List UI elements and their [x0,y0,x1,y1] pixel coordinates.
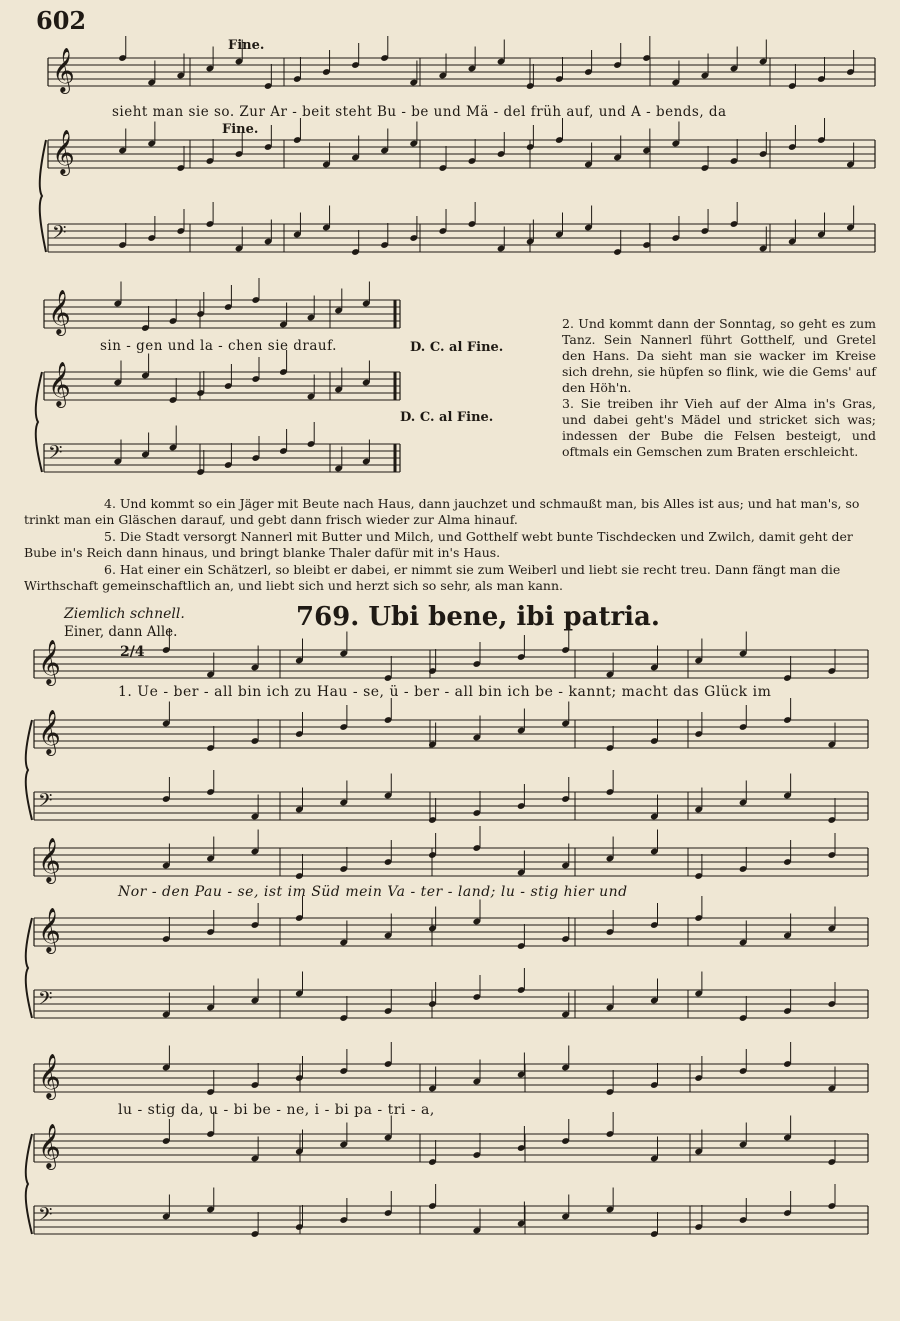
song-title: 769. Ubi bene, ibi patria. [296,602,660,632]
svg-text:𝄞: 𝄞 [38,908,61,954]
svg-text:𝄞: 𝄞 [48,290,71,336]
lyrics-line-1: sieht man sie so. Zur Ar - beit steht Bu - be und Mä - del früh auf, und A - bends, da [112,104,727,120]
dc-al-fine-voice: D. C. al Fine. [410,340,504,355]
song769-lyrics-1: 1. Ue - ber - all bin ich zu Hau - se, ü - ber - all bin ich be - kannt; macht das Glück im [118,684,772,700]
lyrics-line-2: sin - gen und la - chen sie drauf. [100,338,337,354]
svg-text:𝄢: 𝄢 [38,988,53,1015]
svg-text:𝄞: 𝄞 [38,838,61,884]
svg-text:𝄞: 𝄞 [38,1124,61,1170]
svg-text:𝄢: 𝄢 [38,790,53,817]
svg-text:𝄞: 𝄞 [38,1054,61,1100]
verse-4: 4. Und kommt so ein Jäger mit Beute nach Haus, dann jauchzet und schmaußt man, bis Alles ist aus; und hat man's, so trinkt man ein Gläschen darauf, und gebt dann frisch wieder zur Alma hinauf. [24,496,860,527]
song769-lyrics-3: lu - stig da, u - bi be - ne, i - bi pa - tri - a, [118,1102,435,1118]
verse-6: 6. Hat einer ein Schätzerl, so bleibt er dabei, er nimmt sie zum Weiberl und liebt sie recht treu. Dann fängt man die Wirthschaft gemeinschaftlich an, und liebt sich und herzt sich so sehr, als man kann. [24,562,841,593]
fine-label-piano: Fine. [222,122,259,137]
verse-3: 3. Sie treiben ihr Vieh auf der Alma in's Gras, und dabei geht's Mädel und stricket sich was; indessen der Bube die Felsen besteigt, und oftmals ein Gemschen zum Braten erschleicht. [562,396,876,459]
verse-5: 5. Die Stadt versorgt Nannerl mit Butter und Milch, und Gotthelf webt bunte Tischdecken und Zwilch, damit geht der Bube in's Reich dann hinaus, und bringt blanke Thaler dafür mit in's Haus. [24,529,853,560]
svg-text:𝄢: 𝄢 [52,222,67,249]
svg-text:𝄞: 𝄞 [48,362,71,408]
song769-lyrics-2: Nor - den Pau - se, ist im Süd mein Va - ter - land; lu - stig hier und [118,884,628,900]
svg-text:𝄢: 𝄢 [38,1204,53,1231]
fine-label-voice: Fine. [228,38,265,53]
svg-text:𝄞: 𝄞 [38,710,61,756]
verse-2: 2. Und kommt dann der Sonntag, so geht es zum Tanz. Sein Nannerl führt Gotthelf, und Gretel den Hans. Da sieht man sie wacker im Kreise sich drehn, sie hüpfen so flink, wie die Gems' auf den Höh'n. [562,316,876,395]
svg-text:𝄢: 𝄢 [48,442,63,469]
voice-note: Einer, dann Alle. [64,624,178,640]
page-number: 602 [36,6,87,35]
svg-text:𝄞: 𝄞 [38,640,61,686]
tempo-marking: Ziemlich schnell. [64,606,185,622]
svg-text:𝄞: 𝄞 [52,48,75,94]
svg-text:𝄞: 𝄞 [52,130,75,176]
dc-al-fine-piano: D. C. al Fine. [400,410,494,425]
time-signature-voice: 2/4 [120,644,145,660]
